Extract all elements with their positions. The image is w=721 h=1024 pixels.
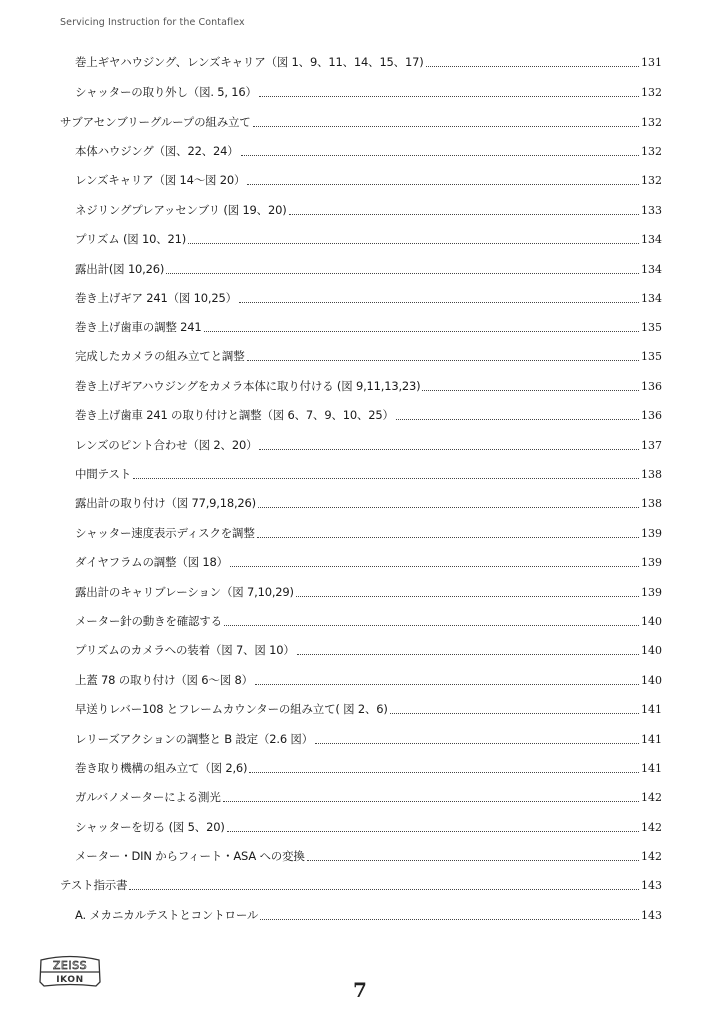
toc-entry-page: 134 bbox=[641, 263, 662, 276]
toc-entry-page: 136 bbox=[641, 380, 662, 393]
toc-entry-page: 138 bbox=[641, 468, 662, 481]
dot-leader bbox=[258, 507, 639, 508]
toc-entry-title: メーター・DIN からフィート・ASA への変換 bbox=[75, 849, 305, 863]
dot-leader bbox=[426, 66, 640, 67]
toc-entry-page: 133 bbox=[641, 204, 662, 217]
toc-entry-page: 140 bbox=[641, 644, 662, 657]
toc-entry-title: プリズムのカメラへの装着（図 7、図 10） bbox=[75, 643, 295, 657]
toc-entry-title: 巻き上げ歯車 241 の取り付けと調整（図 6、7、9、10、25） bbox=[75, 408, 394, 422]
toc-entry[interactable] bbox=[75, 405, 662, 425]
dot-leader bbox=[239, 302, 639, 303]
toc-entry[interactable] bbox=[75, 259, 662, 279]
dot-leader bbox=[396, 419, 639, 420]
toc-entry-page: 132 bbox=[641, 174, 662, 187]
dot-leader bbox=[204, 331, 639, 332]
toc-entry-title: 早送りレバー108 とフレームカウンターの組み立て( 図 2、6) bbox=[75, 702, 388, 716]
toc-entry-title: プリズム (図 10、21) bbox=[75, 232, 187, 246]
running-header: Servicing Instruction for the Contaflex bbox=[60, 17, 245, 28]
dot-leader bbox=[241, 155, 639, 156]
toc-entry[interactable] bbox=[75, 170, 662, 190]
toc-entry-title: 完成したカメラの組み立てと調整 bbox=[75, 349, 245, 363]
toc-entry-page: 136 bbox=[641, 409, 662, 422]
toc-entry[interactable] bbox=[75, 52, 662, 72]
toc-entry-title: 本体ハウジング（図、22、24） bbox=[75, 144, 239, 158]
toc-entry[interactable] bbox=[75, 493, 662, 513]
toc-entry[interactable] bbox=[75, 82, 662, 102]
toc-entry[interactable] bbox=[75, 699, 662, 719]
dot-leader bbox=[223, 801, 639, 802]
toc-entry[interactable] bbox=[75, 611, 662, 631]
toc-entry-title: 巻き上げ歯車の調整 241 bbox=[75, 320, 202, 334]
dot-leader bbox=[307, 860, 639, 861]
toc-entry-page: 140 bbox=[641, 615, 662, 628]
toc-entry-title: レンズのピント合わせ（図 2、20） bbox=[75, 438, 258, 452]
toc-entry-title: シャッター速度表示ディスクを調整 bbox=[75, 526, 255, 540]
dot-leader bbox=[259, 449, 639, 450]
dot-leader bbox=[257, 537, 639, 538]
toc-entry-page: 139 bbox=[641, 556, 662, 569]
toc-entry[interactable] bbox=[75, 200, 662, 220]
toc-entry[interactable] bbox=[75, 905, 662, 925]
toc-entry[interactable] bbox=[75, 846, 662, 866]
toc-entry-title: 上蓋 78 の取り付け（図 6～図 8） bbox=[75, 673, 253, 687]
toc-entry[interactable] bbox=[75, 582, 662, 602]
toc-entry[interactable] bbox=[75, 787, 662, 807]
logo-top-text: ZEISS bbox=[52, 959, 88, 972]
toc-entry[interactable] bbox=[75, 758, 662, 778]
dot-leader bbox=[249, 772, 639, 773]
dot-leader bbox=[188, 243, 639, 244]
toc-entry-page: 132 bbox=[641, 145, 662, 158]
toc-entry-title: 巻上ギヤハウジング、レンズキャリア（図 1、9、11、14、15、17) bbox=[75, 55, 424, 69]
toc-entry-page: 142 bbox=[641, 791, 662, 804]
dot-leader bbox=[129, 889, 639, 890]
toc-entry-page: 143 bbox=[641, 909, 662, 922]
toc-entry-title: 巻き上げギア 241（図 10,25） bbox=[75, 291, 237, 305]
toc-entry-page: 142 bbox=[641, 850, 662, 863]
toc-entry-title: ダイヤフラムの調整（図 18） bbox=[75, 555, 228, 569]
toc-entry-page: 131 bbox=[641, 56, 662, 69]
toc-entry-title: レリーズアクションの調整と B 設定（2.6 図） bbox=[75, 732, 313, 746]
toc-entry-page: 143 bbox=[641, 879, 662, 892]
toc-entry-title: 巻き取り機構の組み立て（図 2,6) bbox=[75, 761, 248, 775]
toc-entry[interactable] bbox=[75, 817, 662, 837]
toc-entry-title: 巻き上げギアハウジングをカメラ本体に取り付ける (図 9,11,13,23) bbox=[75, 379, 421, 393]
zeiss-ikon-logo bbox=[38, 952, 102, 988]
toc-entry-page: 139 bbox=[641, 527, 662, 540]
toc-entry-page: 132 bbox=[641, 116, 662, 129]
toc-entry[interactable] bbox=[60, 875, 662, 895]
page-number: 7 bbox=[353, 978, 367, 1002]
dot-leader bbox=[260, 919, 639, 920]
dot-leader bbox=[315, 743, 639, 744]
toc-entry-title: サブアセンブリーグループの組み立て bbox=[60, 115, 251, 129]
dot-leader bbox=[230, 566, 639, 567]
toc-entry-page: 140 bbox=[641, 674, 662, 687]
toc-entry-page: 138 bbox=[641, 497, 662, 510]
toc-entry[interactable] bbox=[75, 317, 662, 337]
toc-entry-title: A. メカニカルテストとコントロール bbox=[75, 908, 259, 922]
toc-entry-title: 中間テスト bbox=[75, 467, 132, 481]
toc-entry-page: 135 bbox=[641, 350, 662, 363]
dot-leader bbox=[296, 596, 639, 597]
dot-leader bbox=[227, 831, 639, 832]
dot-leader bbox=[166, 273, 639, 274]
dot-leader bbox=[247, 184, 639, 185]
dot-leader bbox=[253, 126, 639, 127]
toc-entry[interactable] bbox=[75, 670, 662, 690]
dot-leader bbox=[255, 684, 639, 685]
toc-entry-page: 135 bbox=[641, 321, 662, 334]
toc-entry-page: 141 bbox=[641, 733, 662, 746]
toc-entry[interactable] bbox=[75, 464, 662, 484]
toc-entry-title: 露出計のキャリブレーション（図 7,10,29) bbox=[75, 585, 294, 599]
dot-leader bbox=[390, 713, 639, 714]
dot-leader bbox=[297, 654, 639, 655]
toc-entry[interactable] bbox=[75, 640, 662, 660]
toc-entry[interactable] bbox=[75, 346, 662, 366]
toc-entry[interactable] bbox=[75, 552, 662, 572]
toc-entry[interactable] bbox=[75, 435, 662, 455]
dot-leader bbox=[247, 360, 640, 361]
toc-entry-page: 139 bbox=[641, 586, 662, 599]
toc-entry[interactable] bbox=[75, 376, 662, 396]
toc-entry[interactable] bbox=[75, 729, 662, 749]
dot-leader bbox=[133, 478, 639, 479]
logo-bottom-text: IKON bbox=[56, 975, 84, 985]
dot-leader bbox=[422, 390, 639, 391]
toc-entry[interactable] bbox=[60, 112, 662, 132]
toc-entry[interactable] bbox=[75, 288, 662, 308]
dot-leader bbox=[259, 96, 639, 97]
toc-entry-title: ガルバノメーターによる測光 bbox=[75, 790, 221, 804]
toc-entry-title: 露出計の取り付け（図 77,9,18,26) bbox=[75, 496, 256, 510]
toc-entry-title: ネジリングプレアッセンブリ (図 19、20) bbox=[75, 203, 287, 217]
toc-entry-page: 134 bbox=[641, 292, 662, 305]
toc-entry-title: レンズキャリア（図 14～図 20） bbox=[75, 173, 246, 187]
toc-entry-title: メーター針の動きを確認する bbox=[75, 614, 222, 628]
toc-entry[interactable] bbox=[75, 229, 662, 249]
toc-entry-title: シャッターの取り外し（図. 5, 16） bbox=[75, 85, 257, 99]
toc-entry-title: 露出計(図 10,26) bbox=[75, 262, 165, 276]
toc-entry-page: 142 bbox=[641, 821, 662, 834]
toc-entry-title: テスト指示書 bbox=[60, 878, 128, 892]
toc-entry-page: 134 bbox=[641, 233, 662, 246]
dot-leader bbox=[289, 214, 640, 215]
toc-entry[interactable] bbox=[75, 523, 662, 543]
dot-leader bbox=[224, 625, 639, 626]
toc-entry-page: 141 bbox=[641, 703, 662, 716]
toc-entry-page: 137 bbox=[641, 439, 662, 452]
toc-entry[interactable] bbox=[75, 141, 662, 161]
toc-entry-page: 141 bbox=[641, 762, 662, 775]
toc-entry-page: 132 bbox=[641, 86, 662, 99]
toc-entry-title: シャッターを切る (図 5、20) bbox=[75, 820, 225, 834]
